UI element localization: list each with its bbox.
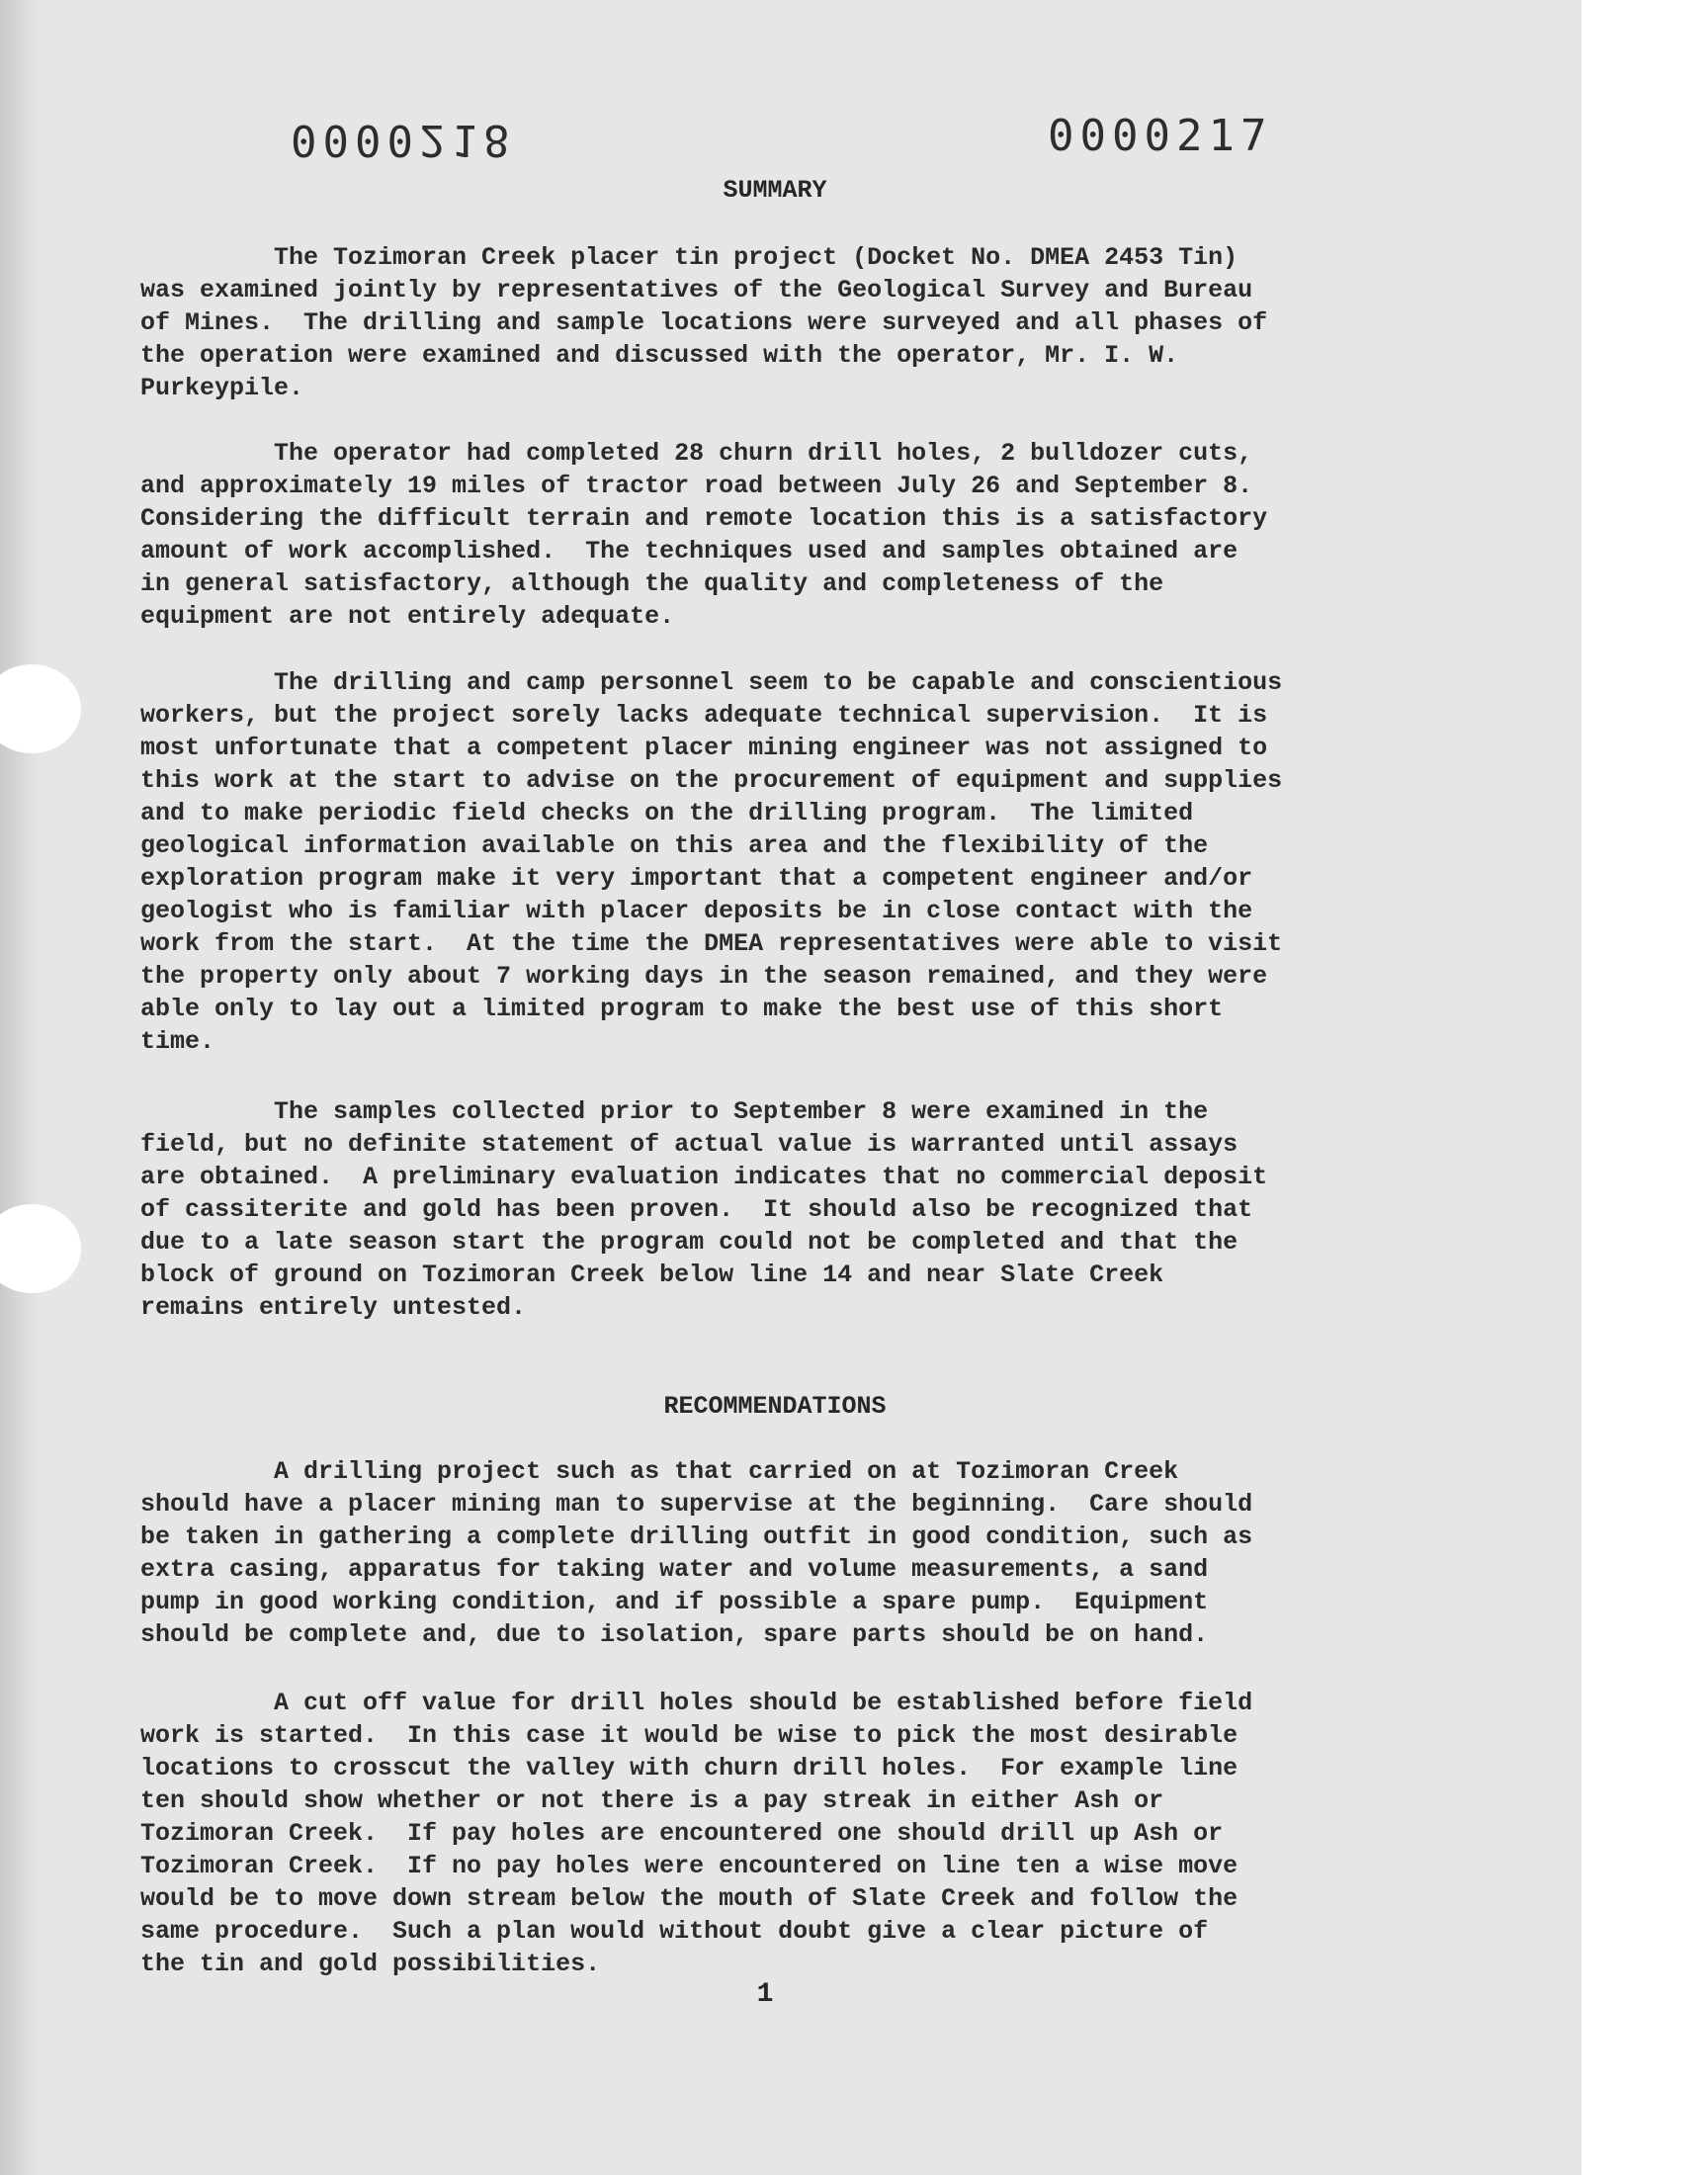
summary-paragraph-3-line: time. [140,1027,215,1056]
recommendations-paragraph-2-line: the tin and gold possibilities. [140,1950,601,1978]
summary-paragraph-2-line: amount of work accomplished. The techniques used and samples obtained are [140,537,1238,566]
summary-paragraph-2-line: equipment are not entirely adequate. [140,602,675,631]
summary-paragraph-2-line: The operator had completed 28 churn drill holes, 2 bulldozer cuts, [140,439,1253,468]
summary-paragraph-3-line: and to make periodic field checks on the drilling program. The limited [140,799,1194,827]
recommendations-paragraph-2-line: work is started. In this case it would be wise to pick the most desirable [140,1721,1238,1750]
recommendations-heading: RECOMMENDATIONS [663,1392,887,1421]
summary-paragraph-1-line: the operation were examined and discussed with the operator, Mr. I. W. [140,341,1179,370]
summary-paragraph-2-line: Considering the difficult terrain and remote location this is a satisfactory [140,504,1268,533]
summary-paragraph-4-line: due to a late season start the program could not be completed and that the [140,1228,1238,1257]
summary-paragraph-3-line: exploration program make it very important that a competent engineer and/or [140,864,1253,893]
recommendations-paragraph-2-line: ten should show whether or not there is a pay streak in either Ash or [140,1786,1164,1815]
recommendations-paragraph-1-line: A drilling project such as that carried on at Tozimoran Creek [140,1457,1179,1486]
recommendations-paragraph-2-line: Tozimoran Creek. If no pay holes were encountered on line ten a wise move [140,1852,1238,1880]
summary-paragraph-4-line: are obtained. A preliminary evaluation indicates that no commercial deposit [140,1163,1268,1191]
scan-margin [1581,0,1708,2175]
summary-paragraph-4-line: remains entirely untested. [140,1293,527,1322]
page-number: 1 [756,1979,774,2010]
summary-paragraph-1-line: was examined jointly by representatives of the Geological Survey and Bureau [140,276,1253,304]
recommendations-paragraph-1-line: should be complete and, due to isolation, spare parts should be on hand. [140,1620,1209,1649]
recommendations-paragraph-2-line: would be to move down stream below the mouth of Slate Creek and follow the [140,1884,1238,1913]
recommendations-paragraph-2-line: Tozimoran Creek. If pay holes are encountered one should drill up Ash or [140,1819,1224,1848]
summary-paragraph-1-line: Purkeypile. [140,374,304,402]
recommendations-paragraph-1-line: should have a placer mining man to supervise at the beginning. Care should [140,1490,1253,1519]
summary-paragraph-3-line: geological information available on this area and the flexibility of the [140,831,1209,860]
summary-paragraph-3-line: most unfortunate that a competent placer mining engineer was not assigned to [140,734,1268,762]
summary-paragraph-1-line: The Tozimoran Creek placer tin project (Docket No. DMEA 2453 Tin) [140,243,1238,272]
recommendations-paragraph-1-line: extra casing, apparatus for taking water and volume measurements, a sand [140,1555,1209,1584]
summary-paragraph-4-line: of cassiterite and gold has been proven. It should also be recognized that [140,1195,1253,1224]
summary-paragraph-3-line: workers, but the project sorely lacks adequate technical supervision. It is [140,701,1268,730]
summary-paragraph-3-line: geologist who is familiar with placer deposits be in close contact with the [140,897,1253,925]
recommendations-paragraph-1-line: be taken in gathering a complete drilling outfit in good condition, such as [140,1522,1253,1551]
summary-paragraph-4-line: The samples collected prior to September 8 were examined in the [140,1097,1209,1126]
summary-paragraph-3-line: work from the start. At the time the DMEA representatives were able to visit [140,929,1283,958]
summary-paragraph-3-line: able only to lay out a limited program to make the best use of this short [140,995,1224,1023]
document-number: 0000217 [1048,111,1273,161]
summary-paragraph-2-line: in general satisfactory, although the quality and completeness of the [140,569,1164,598]
summary-paragraph-1-line: of Mines. The drilling and sample locations were surveyed and all phases of [140,308,1268,337]
document-number-inverted: 0000218 [291,115,516,165]
recommendations-paragraph-2-line: same procedure. Such a plan would without doubt give a clear picture of [140,1917,1209,1946]
recommendations-paragraph-2-line: locations to crosscut the valley with churn drill holes. For example line [140,1754,1238,1783]
summary-paragraph-4-line: block of ground on Tozimoran Creek below line 14 and near Slate Creek [140,1261,1164,1289]
recommendations-paragraph-1-line: pump in good working condition, and if possible a spare pump. Equipment [140,1588,1209,1616]
page-edge-shadow [0,0,40,2175]
summary-paragraph-3-line: the property only about 7 working days in the season remained, and they were [140,962,1268,991]
summary-paragraph-2-line: and approximately 19 miles of tractor road between July 26 and September 8. [140,472,1253,500]
summary-paragraph-3-line: this work at the start to advise on the procurement of equipment and supplies [140,766,1283,795]
summary-paragraph-4-line: field, but no definite statement of actual value is warranted until assays [140,1130,1238,1159]
punch-hole-upper [0,664,81,753]
summary-paragraph-3-line: The drilling and camp personnel seem to be capable and conscientious [140,668,1283,697]
punch-hole-lower [0,1204,81,1293]
summary-heading: SUMMARY [723,176,827,205]
recommendations-paragraph-2-line: A cut off value for drill holes should be established before field [140,1689,1253,1717]
